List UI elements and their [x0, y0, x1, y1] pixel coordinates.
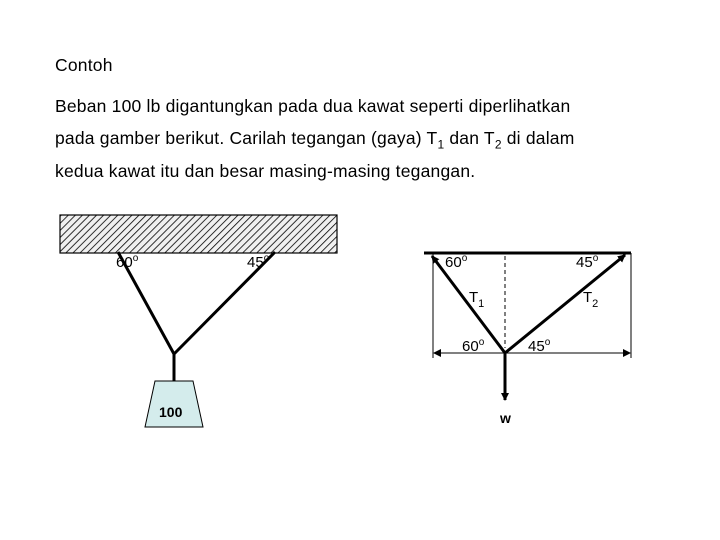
ceiling-beam	[60, 215, 337, 253]
vector-t2	[505, 255, 625, 353]
problem-text-line-2-end: di dalam	[501, 128, 575, 148]
angle-label-bottom-45: 45$^o$	[528, 337, 551, 355]
right-figure	[424, 253, 631, 426]
problem-text-line-3: kedua kawat itu dan besar masing-masing tegangan.	[55, 161, 476, 181]
problem-text-line-1: Beban 100 lb digantungkan pada dua kawat seperti diperlihatkan	[55, 96, 571, 116]
example-heading: Contoh	[55, 55, 113, 75]
problem-text-line-2-middle: dan T	[444, 128, 495, 148]
angle-label-top-45: 45$^o$	[576, 253, 599, 271]
weight-label: 100	[159, 404, 183, 420]
weight-symbol-w: w	[500, 410, 511, 426]
problem-text-line-2-start: pada gamber berikut. Carilah tegangan (gaya) T	[55, 128, 438, 148]
angle-label-top-60: 60$^o$	[445, 253, 468, 271]
left-figure	[60, 215, 337, 427]
angle-label-60: 60$^o$	[116, 253, 139, 271]
label-t2: $T_2$	[583, 289, 599, 310]
t1-subscript: 1	[437, 137, 445, 152]
t2-subscript: 2	[494, 137, 502, 152]
angle-label-bottom-60: 60$^o$	[462, 337, 485, 355]
angle-label-45: 45$^o$	[247, 253, 270, 271]
dimension-right-arrow	[623, 349, 631, 357]
label-t1: $T_1$	[469, 289, 485, 310]
dimension-left-arrow	[433, 349, 441, 357]
